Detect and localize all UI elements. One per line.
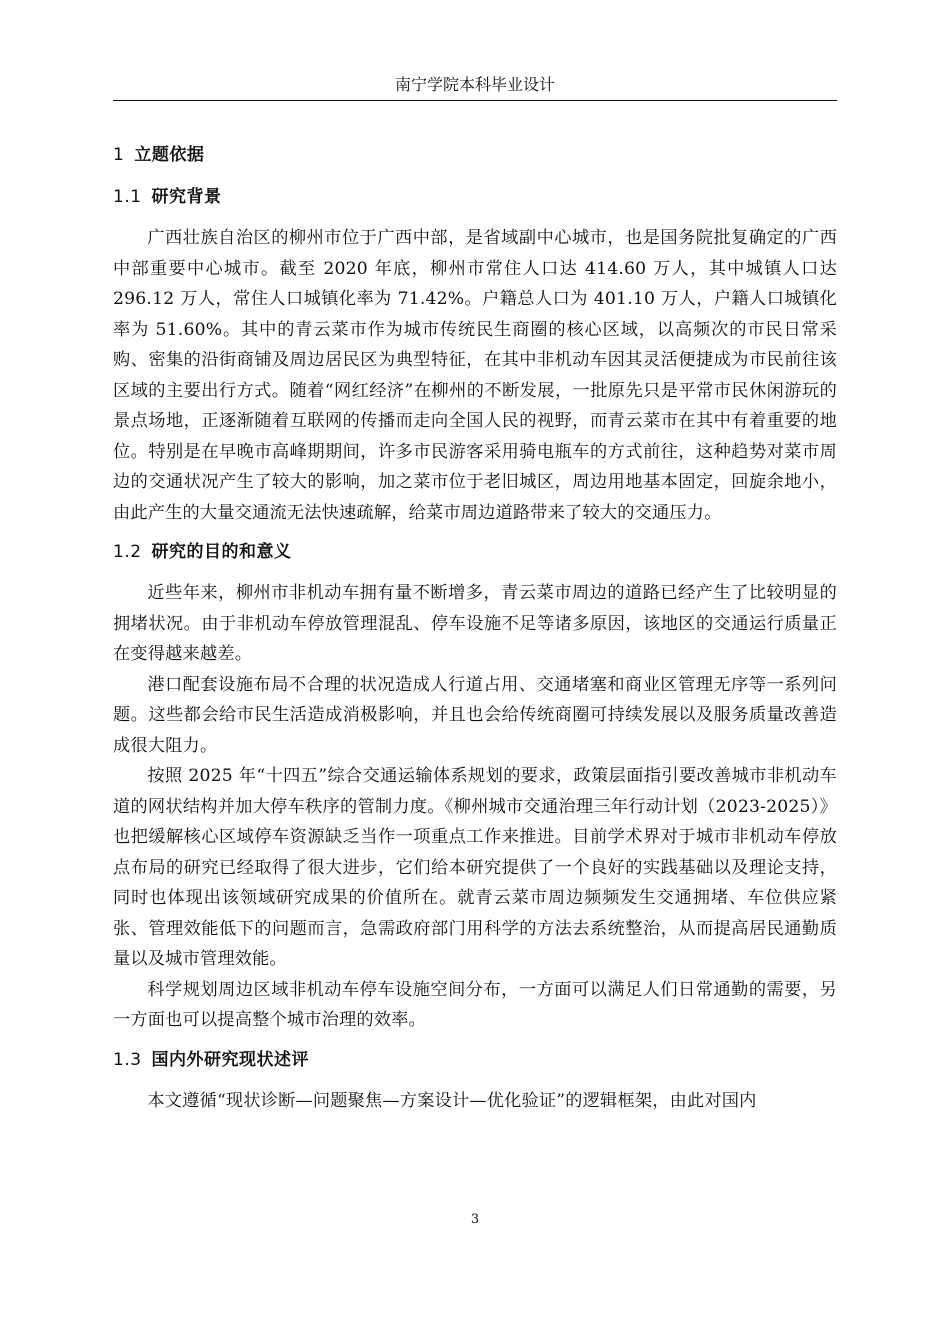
section-heading-1: [113, 139, 837, 171]
section-heading-1-2: [113, 536, 837, 568]
running-header: 南宁学院本科毕业设计: [394, 75, 555, 94]
section-title: 立题依据: [134, 145, 205, 165]
section-heading-1-3: [113, 1044, 837, 1076]
paragraph-purpose-2: 港口配套设施布局不合理的状况造成人行道占用、交通堵塞和商业区管理无序等一系列问题。这些都会给市民生活造成消极影响，并且也会给传统商圈可持续发展以及服务质量改善造成很大阻力。: [113, 674, 837, 756]
header-divider: [113, 100, 837, 101]
section-number: 1.3: [113, 1049, 142, 1070]
section-title: 研究的目的和意义: [151, 542, 292, 562]
section-title: 国内外研究现状述评: [151, 1049, 310, 1070]
paragraph-purpose-4: 科学规划周边区域非机动车停车设施空间分布，一方面可以满足人们日常通勤的需要，另一方面也可以提高整个城市治理的效率。: [113, 979, 837, 1030]
section-number: 1.1: [113, 187, 142, 207]
paragraph-review: 本文遵循“现状诊断—问题聚焦—方案设计—优化验证”的逻辑框架，由此对国内: [147, 1090, 757, 1111]
section-title: 研究背景: [151, 187, 222, 207]
page-number: 3: [470, 1212, 480, 1227]
section-number: 1.2: [113, 542, 142, 562]
section-heading-1-1: [113, 181, 837, 213]
paragraph-background: 广西壮族自治区的柳州市位于广西中部，是省域副中心城市，也是国务院批复确定的广西中部重要中心城市。截至 2020 年底，柳州市常住人口达 414.60 万人，其中城镇人口达 296.12 万人，常住人口城镇化率为 71.42%。户籍总人口为 401.10 万人，户籍人口城镇化率为 51.60%。其中的青云菜市作为城市传统民生商圈的核心区域，以高频次的市民日常采购、密集的沿街商铺及周边居民区为典型特征，在其中非机动车因其灵活便捷成为市民前往该区域的主要出行方式。随着“网红经济”在柳州的不断发展，一批原先只是平常市民休闲游玩的景点场地，正逐渐随着互联网的传播而走向全国人民的视野，而青云菜市在其中有着重要的地位。特别是在早晚市高峰期期间，许多市民游客采用骑电瓶车的方式前往，这种趋势对菜市周边的交通状况产生了较大的影响，加之菜市位于老旧城区，周边用地基本固定，回旋余地小，由此产生的大量交通流无法快速疏解，给菜市周边道路带来了较大的交通压力。: [113, 228, 837, 523]
paragraph-purpose-1: 近些年来，柳州市非机动车拥有量不断增多，青云菜市周边的道路已经产生了比较明显的拥堵状况。由于非机动车停放管理混乱、停车设施不足等诸多原因，该地区的交通运行质量正在变得越来越差。: [113, 583, 837, 664]
section-number: 1: [113, 145, 125, 165]
document-body: [113, 139, 837, 1124]
paragraph-purpose-3: 按照 2025 年“十四五”综合交通运输体系规划的要求，政策层面指引要改善城市非机动车道的网状结构并加大停车秩序的管制力度。《柳州城市交通治理三年行动计划（2023-2025）》也把缓解核心区域停车资源缺乏当作一项重点工作来推进。目前学术界对于城市非机动车停放点布局的研究已经取得了很大进步，它们给本研究提供了一个良好的实践基础以及理论支持，同时也体现出该领域研究成果的价值所在。就青云菜市周边频频发生交通拥堵、车位供应紧张、管理效能低下的问题而言，急需政府部门用科学的方法去系统整治，从而提高居民通勤质量以及城市管理效能。: [113, 766, 837, 969]
